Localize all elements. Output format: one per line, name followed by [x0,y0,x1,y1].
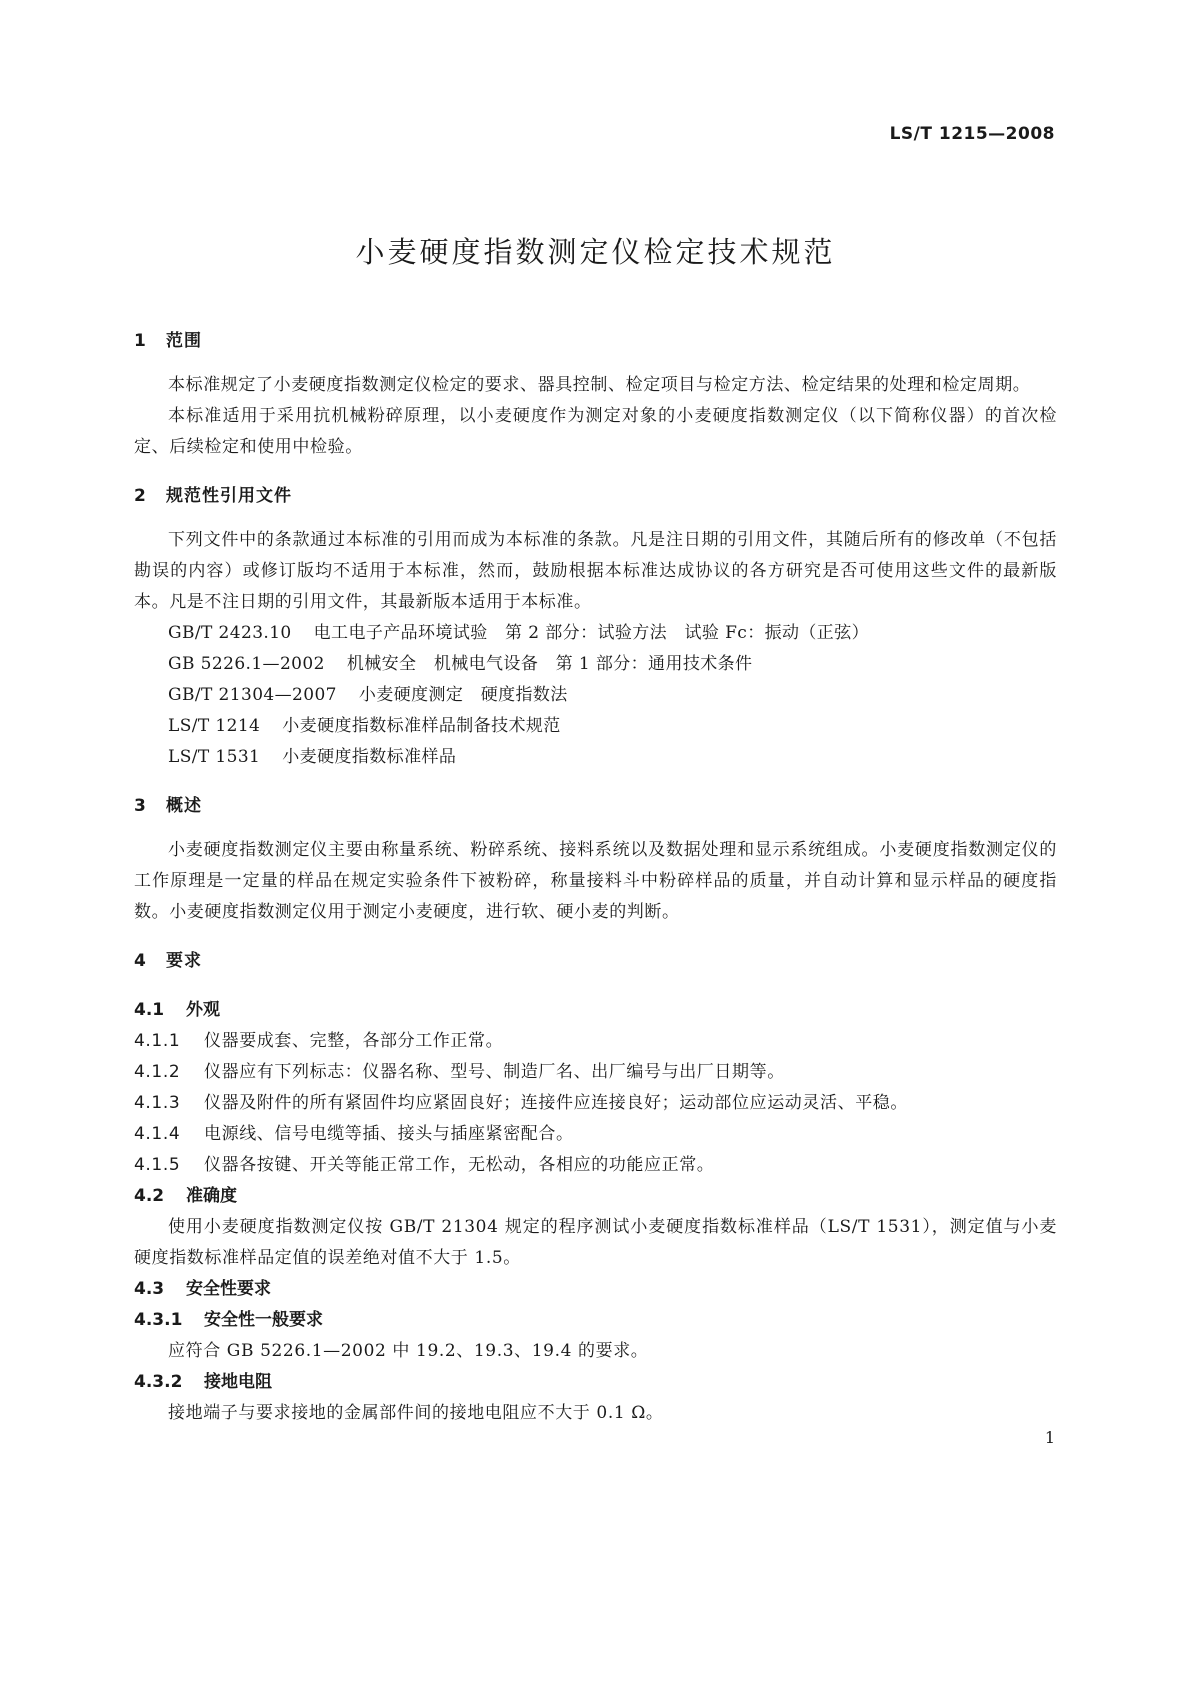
section-title: 规范性引用文件 [166,486,292,506]
document-body [134,326,1057,1429]
subsection-title: 安全性要求 [186,1279,271,1299]
reference-item [134,618,1057,649]
section-title: 概述 [166,796,202,816]
section-title: 范围 [166,331,202,351]
paragraph: 接地端子与要求接地的金属部件间的接地电阻应不大于 0.1 Ω。 [168,1403,664,1423]
clause-title: 安全性一般要求 [204,1310,323,1330]
document-title: 小麦硬度指数测定仪检定技术规范 [355,235,836,269]
page-number: 1 [1044,1428,1055,1447]
reference-title: 小麦硬度指数标准样品 [282,747,457,767]
section-4-heading [134,946,1057,977]
section-2-heading [134,481,1057,512]
reference-code: LS/T 1214 [168,716,261,736]
clause-text: 仪器各按键、开关等能正常工作，无松动，各相应的功能应正常。 [204,1155,715,1175]
clause-number: 4.3.2 [134,1372,183,1392]
clause-number: 4.1.4 [134,1124,181,1144]
section-number: 3 [134,796,147,816]
clause-number: 4.1.5 [134,1155,181,1175]
subsection-number: 4.2 [134,1186,165,1206]
clause-number: 4.1.1 [134,1031,181,1051]
clause-item [134,1150,1057,1181]
section-title: 要求 [166,951,202,971]
reference-code: GB 5226.1—2002 [168,654,325,674]
subsection-4-2-heading [134,1181,1057,1212]
section-number: 1 [134,331,147,351]
paragraph: 下列文件中的条款通过本标准的引用而成为本标准的条款。凡是注日期的引用文件，其随后所有的修改单（不包括勘误的内容）或修订版均不适用于本标准，然而，鼓励根据本标准达成协议的各方研究是否可使用这些文件的最新版本。凡是不注日期的引用文件，其最新版本适用于本标准。 [134,530,1057,612]
paragraph: 本标准规定了小麦硬度指数测定仪检定的要求、器具控制、检定项目与检定方法、检定结果的处理和检定周期。 [168,375,1031,395]
subsection-number: 4.3 [134,1279,165,1299]
clause-4-3-2-heading [134,1367,1057,1398]
section-3-heading [134,791,1057,822]
subsection-number: 4.1 [134,1000,165,1020]
paragraph: 应符合 GB 5226.1—2002 中 19.2、19.3、19.4 的要求。 [168,1341,649,1361]
standard-code: LS/T 1215—2008 [889,124,1055,144]
reference-title: 电工电子产品环境试验 第 2 部分：试验方法 试验 Fc：振动（正弦） [313,623,869,643]
subsection-title: 准确度 [186,1186,237,1206]
subsection-4-3-heading [134,1274,1057,1305]
paragraph: 小麦硬度指数测定仪主要由称量系统、粉碎系统、接料系统以及数据处理和显示系统组成。小麦硬度指数测定仪的工作原理是一定量的样品在规定实验条件下被粉碎，称量接料斗中粉碎样品的质量，并自动计算和显示样品的硬度指数。小麦硬度指数测定仪用于测定小麦硬度，进行软、硬小麦的判断。 [134,840,1057,922]
reference-code: GB/T 21304—2007 [168,685,337,705]
clause-item [134,1057,1057,1088]
paragraph: 本标准适用于采用抗机械粉碎原理，以小麦硬度作为测定对象的小麦硬度指数测定仪（以下简称仪器）的首次检定、后续检定和使用中检验。 [134,406,1057,457]
clause-item [134,1088,1057,1119]
reference-item [134,649,1057,680]
reference-item [134,711,1057,742]
clause-4-3-1-heading [134,1305,1057,1336]
reference-code: GB/T 2423.10 [168,623,292,643]
subsection-4-1-heading [134,995,1057,1026]
clause-text: 电源线、信号电缆等插、接头与插座紧密配合。 [204,1124,574,1144]
clause-number: 4.3.1 [134,1310,183,1330]
clause-number: 4.1.3 [134,1093,181,1113]
clause-title: 接地电阻 [204,1372,272,1392]
clause-item [134,1026,1057,1057]
clause-text: 仪器要成套、完整，各部分工作正常。 [204,1031,504,1051]
subsection-title: 外观 [186,1000,220,1020]
clause-number: 4.1.2 [134,1062,181,1082]
clause-text: 仪器及附件的所有紧固件均应紧固良好；连接件应连接良好；运动部位应运动灵活、平稳。 [204,1093,908,1113]
paragraph: 使用小麦硬度指数测定仪按 GB/T 21304 规定的程序测试小麦硬度指数标准样品（LS/T 1531），测定值与小麦硬度指数标准样品定值的误差绝对值不大于 1.5。 [134,1217,1057,1268]
section-1-heading [134,326,1057,357]
reference-title: 小麦硬度测定 硬度指数法 [358,685,568,705]
clause-item [134,1119,1057,1150]
reference-code: LS/T 1531 [168,747,261,767]
reference-title: 小麦硬度指数标准样品制备技术规范 [282,716,561,736]
section-number: 4 [134,951,147,971]
reference-item [134,680,1057,711]
section-number: 2 [134,486,147,506]
reference-item [134,742,1057,773]
clause-text: 仪器应有下列标志：仪器名称、型号、制造厂名、出厂编号与出厂日期等。 [204,1062,785,1082]
reference-title: 机械安全 机械电气设备 第 1 部分：通用技术条件 [346,654,753,674]
